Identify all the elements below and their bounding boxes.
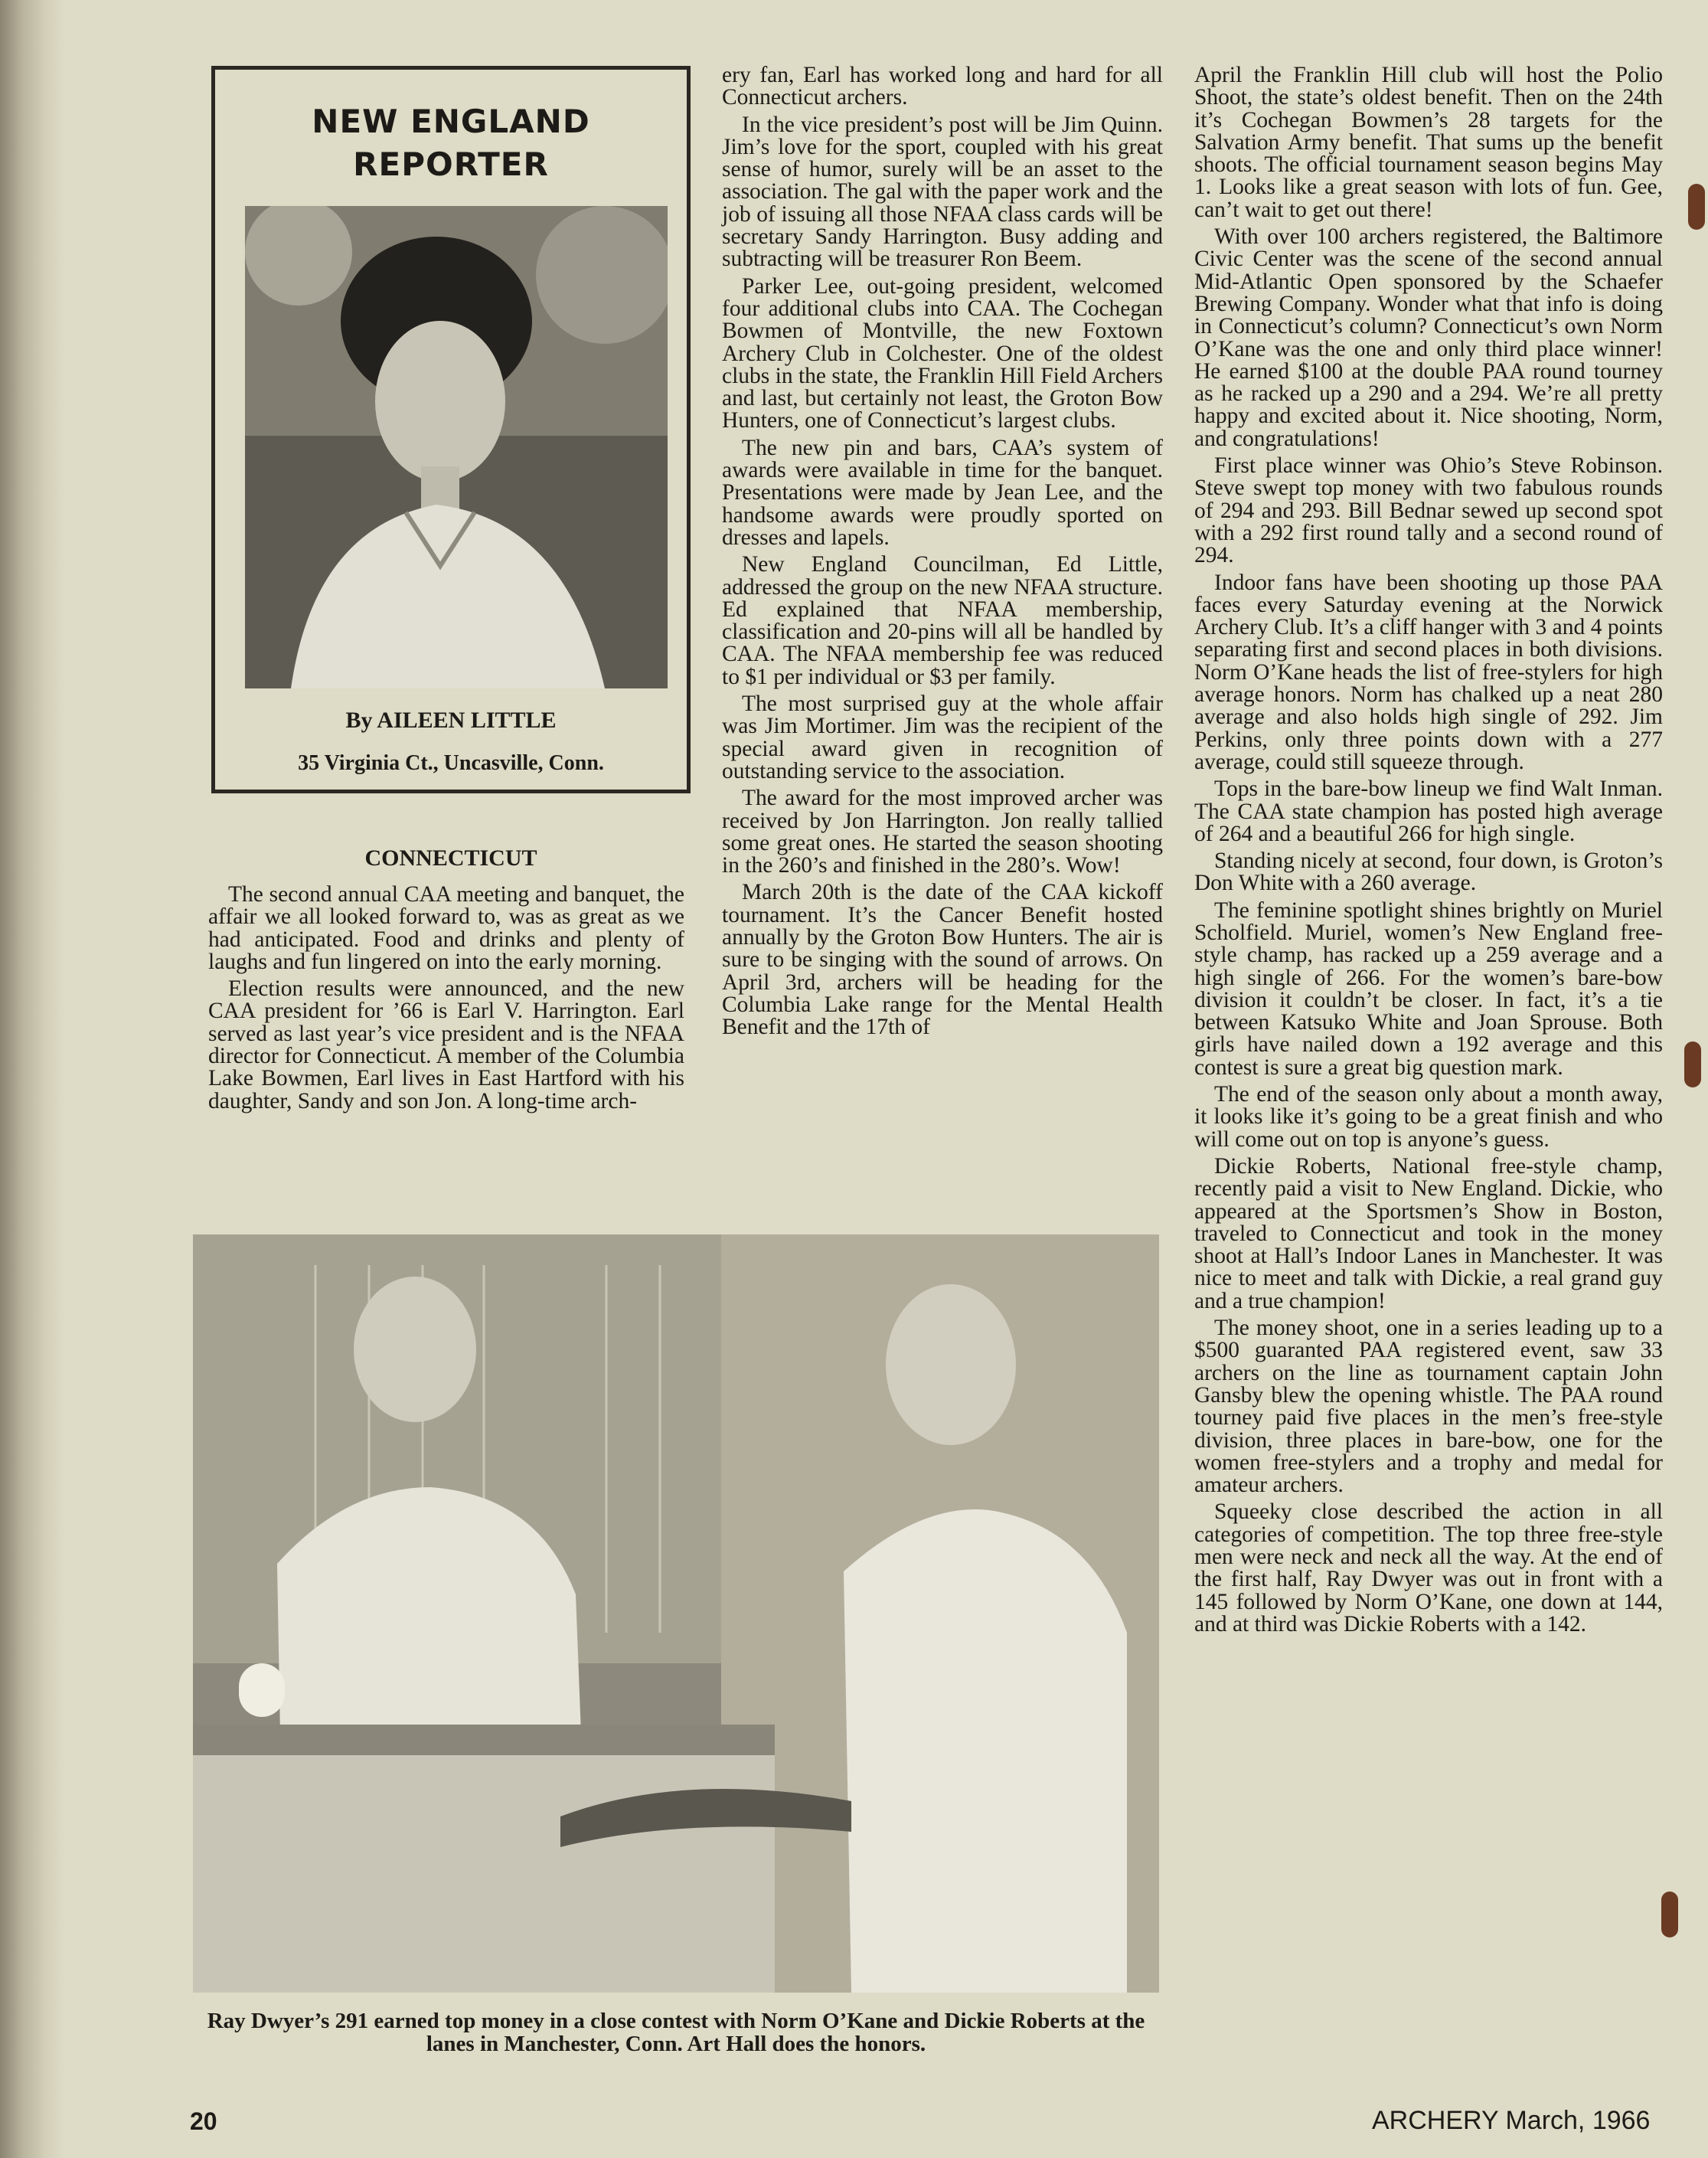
article-paragraph: ery fan, Earl has worked long and hard for all Connecticut archers. [722,63,1163,110]
article-paragraph: Standing nicely at second, four down, is Groton’s Don White with a 260 average. [1194,848,1663,896]
article-paragraph: In the vice president’s post will be Jim Quinn. Jim’s love for the sport, coupled with his great sense of humor, surely will be an asset to the association. The gal with the paper work and the job of issuing all those NFAA class cards will be secretary Sandy Harrington. Busy adding and subtracting will be treasurer Ron Beem. [722,112,1163,272]
article-paragraph: First place winner was Ohio’s Steve Robinson. Steve swept top money with two fabulous rounds of 294 and 293. Bill Bednar sewed up second spot with a 292 first round tally and a second round of 294. [1194,453,1663,568]
article-paragraph: Indoor fans have been shooting up those PAA faces every Saturday evening at the Norwick Archery Club. It’s a cliff hanger with 3 and 4 points separating first and second places in both divisions. Norm O’Kane heads the list of free-stylers for high average honors. Norm has chalked up a neat 280 average and also holds high single of 292. Jim Perkins, only three points down with a 277 average, could still squeeze through. [1194,570,1663,774]
reporter-portrait-photo [245,206,668,688]
section-heading: CONNECTICUT [364,845,537,871]
article-paragraph: Parker Lee, out-going president, welcomed four additional clubs into CAA. The Cochegan Bowmen of Montville, the new Foxtown Archery Club in Colchester. One of the oldest clubs in the state, the Franklin Hill Field Archers and last, but certainly not least, the Groton Bow Hunters, one of Connecticut’s largest clubs. [722,273,1163,433]
article-paragraph: April the Franklin Hill club will host the Polio Shoot, the state’s oldest benefit. Then on the 24th it’s Cochegan Bowmen’s 28 targets for the Salvation Army benefit. That sums up the benefit shoots. The official tournament season begins May 1. Looks like a great season with lots of fun. Gee, can’t wait to get out there! [1194,63,1663,222]
article-paragraph: The new pin and bars, CAA’s system of awards were available in time for the banquet. Presentations were made by Jean Lee, and the handsome awards were proudly sported on dresses and lapels. [722,435,1163,550]
article-paragraph: Dickie Roberts, National free-style champ, recently paid a visit to New England. Dickie, who appeared at the Sportsmen’s Show in Boston, traveled to Connecticut and took in the money shoot at Hall’s Indoor Lanes in Manchester. It was nice to meet and talk with Dickie, a real grand guy and a true champion! [1194,1153,1663,1313]
binding-tab-marker [1688,184,1705,230]
article-paragraph: The award for the most improved archer was received by Jon Harrington. Jon really tallied some great ones. He started the season shooting in the 260’s and finished in the 280’s. Wow! [722,786,1163,878]
article-paragraph: Election results were announced, and the new CAA president for ’66 is Earl V. Harrington. Earl served as last year’s vice president and is the NFAA director for Connecticut. A member of the Columbia Lake Bowmen, Earl lives in East Hartford with his daughter, Sandy and son Jon. A long-time arch- [208,976,684,1113]
article-paragraph: The second annual CAA meeting and banquet, the affair we all looked forward to, was as great as we had anticipated. Food and drinks and plenty of laughs and fun lingered on into the early morning. [208,882,684,974]
article-paragraph: The end of the season only about a month away, it looks like it’s going to be a great finish and who will come out on top is anyone’s guess. [1194,1082,1663,1152]
award-photo [193,1234,1159,1993]
photo-caption: Ray Dwyer’s 291 earned top money in a close contest with Norm O’Kane and Dickie Roberts at the lanes in Manchester, Conn. Art Hall does the honors. [207,2009,1145,2056]
reporter-box [211,66,691,793]
article-paragraph: With over 100 archers registered, the Baltimore Civic Center was the scene of the second annual Mid-Atlantic Open sponsored by the Schaefer Brewing Company. Wonder what that info is doing in Connecticut’s column? Connecticut’s own Norm O’Kane was the one and only third place winner! He earned $100 at the double PAA round tourney as he racked up a 290 and a 294. We’re all pretty happy and excited about it. Nice shooting, Norm, and congratulations! [1194,224,1663,451]
page-binding-edge [0,0,64,2158]
reporter-byline: By AILEEN LITTLE [345,708,557,733]
binding-tab-marker [1684,1041,1701,1087]
article-paragraph: The feminine spotlight shines brightly on Muriel Scholfield. Muriel, women’s New England free-style champ, has racked up a 259 average and a high single of 266. For the women’s bare-bow division it couldn’t be closer. In fact, it’s a tie between Katsuko White and Joan Sprouse. Both girls have nailed down a 192 average and this contest is sure a great big question mark. [1194,898,1663,1080]
article-paragraph: The most surprised guy at the whole affair was Jim Mortimer. Jim was the recipient of the special award given in recognition of outstanding service to the association. [722,692,1163,783]
reporter-heading-line2: REPORTER [353,146,549,183]
reporter-heading-line1: NEW ENGLAND [312,103,590,140]
article-paragraph: The money shoot, one in a series leading up to a $500 guaranted PAA registered event, saw 33 archers on the line as tournament captain John Gansby blew the opening whistle. The PAA round tourney paid five places in the men’s free-style division, three places in bare-bow, one for the women free-stylers and a trophy and medal for amateur archers. [1194,1316,1663,1498]
binding-tab-marker [1661,1892,1678,1937]
article-paragraph: March 20th is the date of the CAA kickoff tournament. It’s the Cancer Benefit hosted annually by the Groton Bow Hunters. The air is sure to be singing with the sound of arrows. On April 3rd, archers will be heading for the Columbia Lake range for the Mental Health Benefit and the 17th of [722,880,1163,1040]
article-column-1 [208,884,684,1117]
article-column-2 [722,64,1163,1043]
reporter-address: 35 Virginia Ct., Uncasville, Conn. [298,751,604,775]
article-column-3 [1194,64,1663,1640]
article-paragraph: Squeeky close described the action in all categories of competition. The top three free-style men were neck and neck all the way. At the end of the first half, Ray Dwyer was out in front with a 145 followed by Norm O’Kane, one down at 144, and at third was Dickie Roberts with a 142. [1194,1499,1663,1636]
article-paragraph: New England Councilman, Ed Little, addressed the group on the new NFAA structure. Ed explained that NFAA membership, classification and 20-pins will all be handled by CAA. The NFAA membership fee was reduced to $1 per individual or $3 per family. [722,552,1163,689]
magazine-footer: ARCHERY March, 1966 [1372,2106,1651,2135]
article-paragraph: Tops in the bare-bow lineup we find Walt Inman. The CAA state champion has posted high average of 264 and a beautiful 266 for high single. [1194,777,1663,846]
page-number: 20 [190,2107,217,2135]
